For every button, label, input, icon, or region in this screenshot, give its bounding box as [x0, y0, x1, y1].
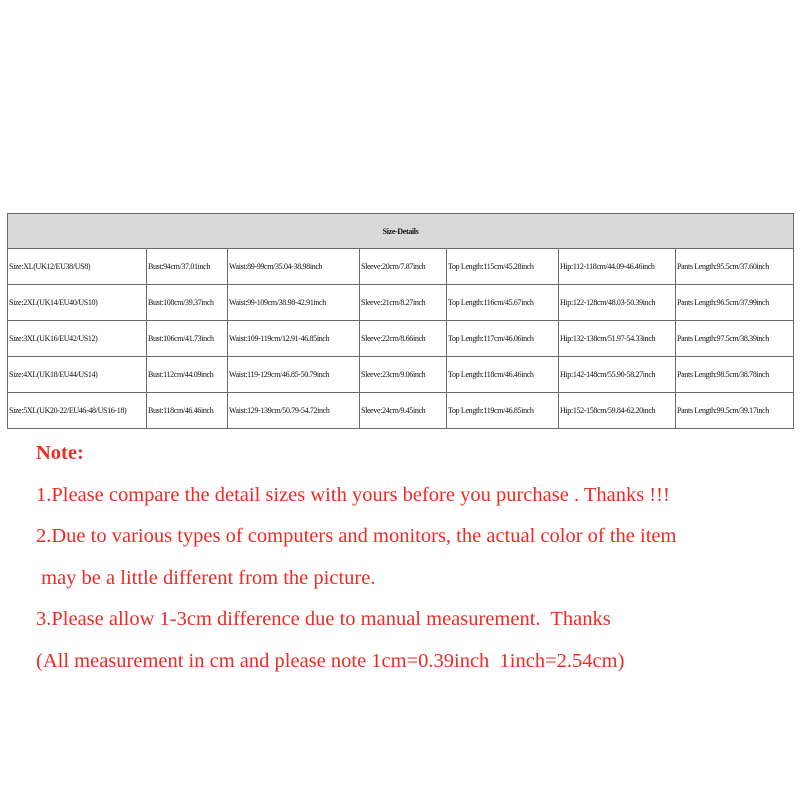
note-line: may be a little different from the picture.	[36, 566, 376, 589]
table-cell: Hip:142-148cm/55.90-58.27inch	[559, 357, 676, 393]
table-cell: Size:4XL(UK18/EU44/US14)	[8, 357, 147, 393]
table-cell: Size:5XL(UK20-22/EU46-48/US16-18)	[8, 393, 147, 429]
table-cell: Waist:129-139cm/50.79-54.72inch	[228, 393, 360, 429]
table-title: Size-Details	[8, 214, 794, 249]
table-cell: Sleeve:20cm/7.87inch	[360, 249, 447, 285]
table-cell: Pants Length:96.5cm/37.99inch	[676, 285, 794, 321]
table-cell: Size:2XL(UK14/EU40/US10)	[8, 285, 147, 321]
table-cell: Pants Length:99.5cm/39.17inch	[676, 393, 794, 429]
table-cell: Hip:132-138cm/51.97-54.33inch	[559, 321, 676, 357]
table-header-row	[8, 214, 794, 249]
table-cell: Top Length:118cm/46.46inch	[447, 357, 559, 393]
table-cell: Sleeve:24cm/9.45inch	[360, 393, 447, 429]
notes-section	[36, 433, 796, 682]
table-cell: Size:3XL(UK16/EU42/US12)	[8, 321, 147, 357]
table-cell: Waist:89-99cm/35.04-38.98inch	[228, 249, 360, 285]
note-line: 3.Please allow 1-3cm difference due to manual measurement. Thanks	[36, 608, 611, 630]
table-cell: Pants Length:97.5cm/38.39inch	[676, 321, 794, 357]
table-row	[8, 393, 794, 429]
table-cell: Pants Length:98.5cm/38.78inch	[676, 357, 794, 393]
note-line: (All measurement in cm and please note 1cm=0.39inch 1inch=2.54cm)	[36, 649, 625, 672]
table-cell: Bust:106cm/41.73inch	[147, 321, 228, 357]
table-cell: Hip:122-128cm/48.03-50.39inch	[559, 285, 676, 321]
table-cell: Waist:99-109cm/38.98-42.91inch	[228, 285, 360, 321]
table-cell: Waist:119-129cm/46.85-50.79inch	[228, 357, 360, 393]
table-cell: Sleeve:23cm/9.06inch	[360, 357, 447, 393]
size-details-table	[7, 213, 794, 429]
table-cell: Hip:152-158cm/59.84-62.20inch	[559, 393, 676, 429]
table-cell: Bust:118cm/46.46inch	[147, 393, 228, 429]
table-row	[8, 321, 794, 357]
table-row	[8, 285, 794, 321]
note-line: 1.Please compare the detail sizes with yours before you purchase . Thanks !!!	[36, 483, 670, 506]
table-cell: Top Length:117cm/46.06inch	[447, 321, 559, 357]
table-cell: Waist:109-119cm/12.91-46.85inch	[228, 321, 360, 357]
table-cell: Pants Length:95.5cm/37.60inch	[676, 249, 794, 285]
table-cell: Bust:94cm/37.01inch	[147, 249, 228, 285]
table-cell: Top Length:119cm/46.85inch	[447, 393, 559, 429]
table-cell: Hip:112-118cm/44.09-46.46inch	[559, 249, 676, 285]
table-cell: Bust:112cm/44.09inch	[147, 357, 228, 393]
notes-title: Note:	[36, 442, 84, 464]
table-cell: Top Length:115cm/45.28inch	[447, 249, 559, 285]
table-row	[8, 357, 794, 393]
table-cell: Bust:100cm/39.37inch	[147, 285, 228, 321]
table-cell: Size:XL(UK12/EU38/US8)	[8, 249, 147, 285]
table-cell: Sleeve:21cm/8.27inch	[360, 285, 447, 321]
table-cell: Top Length:116cm/45.67inch	[447, 285, 559, 321]
table-cell: Sleeve:22cm/8.66inch	[360, 321, 447, 357]
note-line: 2.Due to various types of computers and monitors, the actual color of the item	[36, 525, 677, 547]
table-row	[8, 249, 794, 285]
